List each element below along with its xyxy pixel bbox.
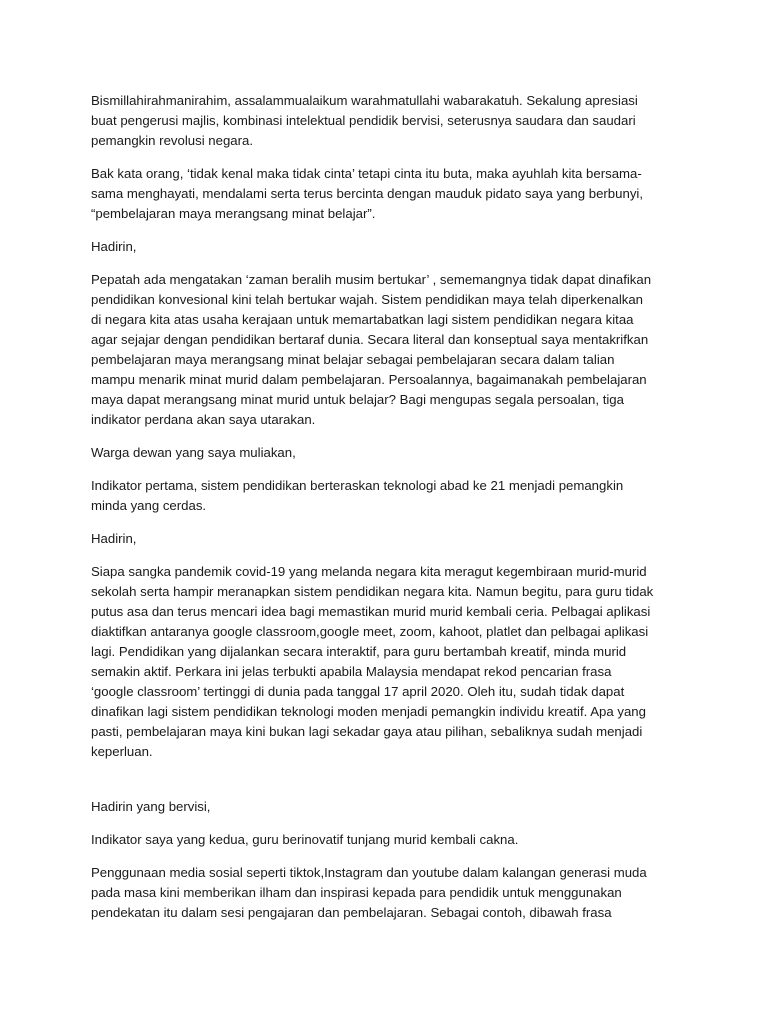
text-line: dinafikan lagi sistem pendidikan teknologi moden menjadi pemangkin individu kreatif. Apa yang bbox=[91, 704, 646, 719]
paragraph-first-indicator-elaboration bbox=[91, 562, 691, 762]
text-line: Indikator pertama, sistem pendidikan berteraskan teknologi abad ke 21 menjadi pemangkin bbox=[91, 478, 624, 493]
text-line: Indikator saya yang kedua, guru berinovatif tunjang murid kembali cakna. bbox=[91, 832, 519, 847]
text-line: Siapa sangka pandemik covid-19 yang melanda negara kita meragut kegembiraan murid-murid bbox=[91, 564, 647, 579]
text-line: buat pengerusi majlis, kombinasi intelektual pendidik bervisi, seterusnya saudara dan saudari bbox=[91, 113, 636, 128]
text-line: di negara kita atas usaha kerajaan untuk memartabatkan lagi sistem pendidikan negara kitaa bbox=[91, 312, 634, 327]
text-line: maya dapat merangsang minat murid untuk belajar? Bagi mengupas segala persoalan, tiga bbox=[91, 392, 624, 407]
text-line: minda yang cerdas. bbox=[91, 498, 207, 513]
paragraph-preamble bbox=[91, 270, 691, 430]
paragraph-opening-greeting bbox=[91, 91, 691, 151]
text-line: semakin aktif. Perkara ini jelas terbukti apabila Malaysia mendapat rekod pencarian frasa bbox=[91, 664, 612, 679]
text-line: “pembelajaran maya merangsang minat belajar”. bbox=[91, 206, 376, 221]
text-line: Warga dewan yang saya muliakan, bbox=[91, 445, 296, 460]
text-line: pemangkin revolusi negara. bbox=[91, 133, 254, 148]
text-line: Pepatah ada mengatakan ‘zaman beralih musim bertukar’ , sememangnya tidak dapat dinafikan bbox=[91, 272, 652, 287]
text-line: agar sejajar dengan pendidikan bertaraf dunia. Secara literal dan konseptual saya mentakrifkan bbox=[91, 332, 649, 347]
text-line: sekolah serta hampir meranapkan sistem pendidikan negara kita. Namun begitu, para guru tidak bbox=[91, 584, 654, 599]
paragraph-address bbox=[91, 529, 691, 549]
paragraph-topic-introduction bbox=[91, 164, 691, 224]
text-line: Bismillahirahmanirahim, assalammualaikum warahmatullahi wabarakatuh. Sekalung apresiasi bbox=[91, 93, 638, 108]
paragraph-first-indicator bbox=[91, 476, 691, 516]
speech-text-body bbox=[91, 91, 691, 936]
text-line: Hadirin, bbox=[91, 239, 137, 254]
text-line: sama menghayati, mendalami serta terus bercinta dengan mauduk pidato saya yang berbunyi, bbox=[91, 186, 644, 201]
text-line: ‘google classroom’ tertinggi di dunia pada tanggal 17 april 2020. Oleh itu, sudah tidak dapat bbox=[91, 684, 625, 699]
text-line: Penggunaan media sosial seperti tiktok,Instagram dan youtube dalam kalangan generasi muda bbox=[91, 865, 647, 880]
text-line: pendekatan itu dalam sesi pengajaran dan pembelajaran. Sebagai contoh, dibawah frasa bbox=[91, 905, 612, 920]
text-line: pada masa kini memberikan ilham dan inspirasi kepada para pendidik untuk menggunakan bbox=[91, 885, 622, 900]
text-line: Hadirin yang bervisi, bbox=[91, 799, 211, 814]
paragraph-address bbox=[91, 443, 691, 463]
text-line: pembelajaran maya merangsang minat belajar sebagai pembelajaran secara dalam talian bbox=[91, 352, 615, 367]
text-line: pendidikan konvesional kini telah bertukar wajah. Sistem pendidikan maya telah diperkenalkan bbox=[91, 292, 644, 307]
paragraph-second-indicator-elaboration bbox=[91, 863, 691, 923]
paragraph-address bbox=[91, 797, 691, 817]
text-line: keperluan. bbox=[91, 744, 153, 759]
text-line: Bak kata orang, ‘tidak kenal maka tidak cinta’ tetapi cinta itu buta, maka ayuhlah kita bersama- bbox=[91, 166, 642, 181]
text-line: mampu menarik minat murid dalam pembelajaran. Persoalannya, bagaimanakah pembelajaran bbox=[91, 372, 647, 387]
paragraph-second-indicator bbox=[91, 830, 691, 850]
text-line: lagi. Pendidikan yang dijalankan secara interaktif, para guru bertambah kreatif, minda murid bbox=[91, 644, 627, 659]
paragraph-address bbox=[91, 237, 691, 257]
text-line: diaktifkan antaranya google classroom,google meet, zoom, kahoot, platlet dan pelbagai aplikasi bbox=[91, 624, 649, 639]
text-line: pasti, pembelajaran maya kini bukan lagi sekadar gaya atau pilihan, sebaliknya sudah menjadi bbox=[91, 724, 643, 739]
text-line: Hadirin, bbox=[91, 531, 137, 546]
text-line: putus asa dan terus mencari idea bagi memastikan murid murid kembali ceria. Pelbagai aplikasi bbox=[91, 604, 651, 619]
text-line: indikator perdana akan saya utarakan. bbox=[91, 412, 316, 427]
